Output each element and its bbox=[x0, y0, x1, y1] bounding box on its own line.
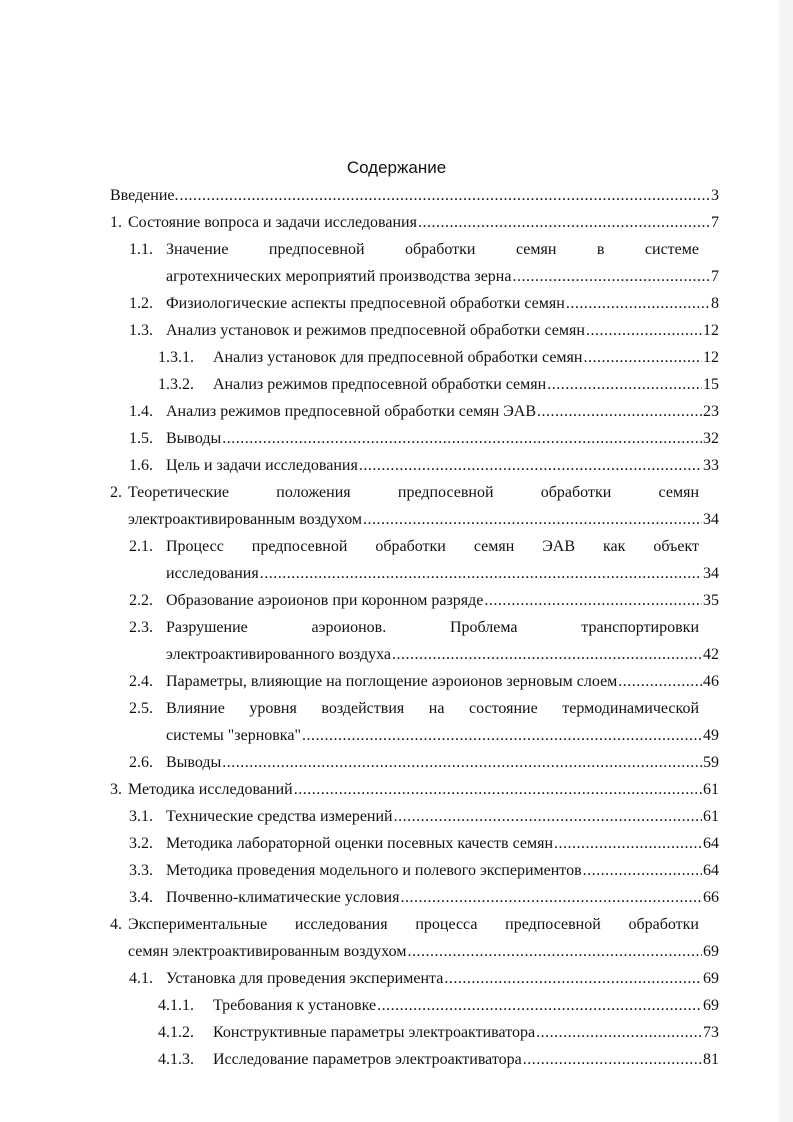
toc-leader-dots bbox=[554, 834, 702, 854]
toc-page-number: 61 bbox=[703, 781, 719, 798]
toc-leader-dots bbox=[407, 942, 702, 962]
toc-entry-text: Цель и задачи исследования bbox=[166, 457, 358, 474]
toc-page-number: 81 bbox=[703, 1051, 719, 1068]
toc-leader-dots bbox=[222, 429, 702, 449]
toc-entry-number: 4.1. bbox=[129, 970, 153, 987]
toc-leader-dots bbox=[537, 402, 702, 422]
toc-leader-dots bbox=[618, 672, 702, 692]
toc-entry-text: Исследование параметров электроактиватора bbox=[213, 1051, 522, 1068]
page-title: Содержание bbox=[346, 158, 447, 177]
toc-page-number: 3 bbox=[711, 187, 719, 204]
toc-entry-text: Образование аэроионов при коронном разряде bbox=[166, 592, 484, 609]
toc-leader-dots bbox=[359, 456, 702, 476]
toc-entry-1-3-1 bbox=[158, 348, 719, 368]
toc-page-number: 35 bbox=[703, 592, 719, 609]
toc-entry-text: агротехнических мероприятий производства зерна bbox=[166, 268, 512, 285]
toc-entry-number: 2.5. bbox=[129, 700, 153, 717]
toc-entry-2-4 bbox=[129, 672, 719, 692]
toc-leader-dots bbox=[484, 591, 702, 611]
toc-entry-text: исследования bbox=[166, 565, 259, 582]
toc-entry-number: 1.6. bbox=[129, 457, 153, 474]
toc-entry-text: электроактивированного воздуха bbox=[166, 646, 391, 663]
toc-entry-4-1-1 bbox=[158, 996, 719, 1016]
toc-entry-number: 2.1. bbox=[129, 538, 153, 555]
toc-entry-3 bbox=[110, 780, 719, 800]
toc-entry-number: 3.4. bbox=[129, 889, 153, 906]
toc-entry-2-1-line2 bbox=[166, 564, 719, 584]
toc-entry-4-line2 bbox=[128, 942, 719, 962]
toc-page-number: 69 bbox=[703, 970, 719, 987]
toc-page-number: 12 bbox=[703, 349, 719, 366]
toc-page-number: 34 bbox=[703, 565, 719, 582]
toc-leader-dots bbox=[566, 294, 710, 314]
toc-leader-dots bbox=[400, 888, 702, 908]
toc-page-number: 66 bbox=[703, 889, 719, 906]
toc-leader-dots bbox=[392, 645, 702, 665]
toc-entry-4-line1 bbox=[110, 915, 699, 935]
toc-leader-dots bbox=[377, 996, 702, 1016]
toc-entry-text: Методика лабораторной оценки посевных качеств семян bbox=[166, 835, 554, 852]
toc-entry-text: Технические средства измерений bbox=[166, 808, 393, 825]
toc-entry-4-1 bbox=[129, 969, 719, 989]
toc-entry-number: 1.3.2. bbox=[158, 376, 194, 393]
toc-entry-number: 1.1. bbox=[129, 241, 153, 258]
toc-entry-2-3-line1 bbox=[129, 618, 699, 638]
toc-entry-text: Влияние уровня воздействия на состояние термодинамической bbox=[166, 700, 699, 717]
toc-page-number: 49 bbox=[703, 727, 719, 744]
toc-entry-text: Значение предпосевной обработки семян в системе bbox=[166, 241, 699, 258]
toc-entry-number: 4. bbox=[110, 916, 122, 933]
toc-page-number: 15 bbox=[703, 376, 719, 393]
toc-entry-text: Анализ установок для предпосевной обработки семян bbox=[213, 349, 583, 366]
toc-entry-number: 1.5. bbox=[129, 430, 153, 447]
toc-page-number: 33 bbox=[703, 457, 719, 474]
toc-entry-text: Методика проведения модельного и полевого экспериментов bbox=[166, 862, 582, 879]
toc-page-number: 59 bbox=[703, 754, 719, 771]
toc-entry-number: 4.1.1. bbox=[158, 997, 194, 1014]
toc-entry-1-3-2 bbox=[158, 375, 719, 395]
toc-leader-dots bbox=[418, 213, 710, 233]
toc-entry-3-3 bbox=[129, 861, 719, 881]
toc-entry-number: 3.1. bbox=[129, 808, 153, 825]
toc-page-number: 34 bbox=[703, 511, 719, 528]
toc-entry-1-6 bbox=[129, 456, 719, 476]
toc-page-number: 12 bbox=[703, 322, 719, 339]
toc-entry-text: Установка для проведения эксперимента bbox=[166, 970, 444, 987]
toc-page-number: 46 bbox=[703, 673, 719, 690]
toc-leader-dots bbox=[586, 321, 702, 341]
toc-entry-number: 1.2. bbox=[129, 295, 153, 312]
toc-entry-4-1-2 bbox=[158, 1023, 719, 1043]
toc-entry-intro bbox=[110, 186, 719, 206]
toc-leader-dots bbox=[444, 969, 702, 989]
toc-leader-dots bbox=[294, 780, 702, 800]
toc-page-number: 61 bbox=[703, 808, 719, 825]
toc-page-number: 8 bbox=[711, 295, 719, 312]
toc-entry-number: 1.3. bbox=[129, 322, 153, 339]
toc-page-number: 64 bbox=[703, 862, 719, 879]
toc-entry-number: 2.3. bbox=[129, 619, 153, 636]
toc-entry-3-2 bbox=[129, 834, 719, 854]
toc-entry-2-5-line2 bbox=[166, 726, 719, 746]
toc-entry-text: Выводы bbox=[166, 754, 222, 771]
toc-entry-number: 1.3.1. bbox=[158, 349, 194, 366]
toc-entry-number: 2. bbox=[110, 484, 122, 501]
toc-entry-text: Конструктивные параметры электроактиватора bbox=[213, 1024, 536, 1041]
toc-entry-text: Анализ режимов предпосевной обработки семян ЭАВ bbox=[166, 403, 536, 420]
toc-leader-dots bbox=[222, 753, 702, 773]
toc-entry-1 bbox=[110, 213, 719, 233]
toc-entry-number: 2.4. bbox=[129, 673, 153, 690]
toc-entry-text: Методика исследований bbox=[128, 781, 293, 798]
toc-entry-number: 2.6. bbox=[129, 754, 153, 771]
toc-entry-2-3-line2 bbox=[166, 645, 719, 665]
toc-page-number: 32 bbox=[703, 430, 719, 447]
toc-entry-text: Введение. bbox=[110, 187, 179, 204]
toc-leader-dots bbox=[302, 726, 702, 746]
toc-entry-text: Разрушение аэроионов. Проблема транспортировки bbox=[166, 619, 699, 636]
toc-page-number: 23 bbox=[703, 403, 719, 420]
toc-leader-dots bbox=[512, 267, 710, 287]
toc-entry-number: 3.2. bbox=[129, 835, 153, 852]
toc-entry-2-6 bbox=[129, 753, 719, 773]
toc-entry-number: 3.3. bbox=[129, 862, 153, 879]
toc-entry-text: семян электроактивированным воздухом bbox=[128, 943, 407, 960]
toc-leader-dots bbox=[363, 510, 702, 530]
toc-entry-text: Анализ установок и режимов предпосевной обработки семян bbox=[166, 322, 585, 339]
toc-entry-text: Параметры, влияющие на поглощение аэроионов зерновым слоем bbox=[166, 673, 618, 690]
toc-leader-dots bbox=[180, 186, 711, 206]
toc-page-number: 42 bbox=[703, 646, 719, 663]
toc-entry-1-1-line2 bbox=[166, 267, 719, 287]
toc-leader-dots bbox=[394, 807, 702, 827]
toc-entry-text: Почвенно-климатические условия bbox=[166, 889, 400, 906]
toc-leader-dots bbox=[536, 1023, 702, 1043]
toc-entry-1-3 bbox=[129, 321, 719, 341]
toc-entry-number: 4.1.3. bbox=[158, 1051, 194, 1068]
toc-entry-number: 3. bbox=[110, 781, 122, 798]
toc-entry-3-4 bbox=[129, 888, 719, 908]
toc-entry-1-2 bbox=[129, 294, 719, 314]
toc-entry-1-4 bbox=[129, 402, 719, 422]
toc-entry-2-2 bbox=[129, 591, 719, 611]
toc-page-number: 7 bbox=[711, 268, 719, 285]
toc-entry-text: системы "зерновка" bbox=[166, 727, 301, 744]
toc-entry-text: Требования к установке bbox=[213, 997, 377, 1014]
toc-leader-dots bbox=[523, 1050, 702, 1070]
toc-entry-2-line1 bbox=[110, 483, 699, 503]
toc-leader-dots bbox=[583, 348, 702, 368]
toc-entry-2-5-line1 bbox=[129, 699, 699, 719]
toc-entry-number: 1. bbox=[110, 214, 122, 231]
toc-entry-text: Анализ режимов предпосевной обработки семян bbox=[213, 376, 547, 393]
toc-entry-text: Процесс предпосевной обработки семян ЭАВ как объект bbox=[166, 538, 699, 555]
toc-page-number: 73 bbox=[703, 1024, 719, 1041]
toc-entry-2-line2 bbox=[128, 510, 719, 530]
toc-entry-1-1-line1 bbox=[129, 240, 699, 260]
toc-entry-1-5 bbox=[129, 429, 719, 449]
toc-entry-text: электроактивированным воздухом bbox=[128, 511, 363, 528]
toc-leader-dots bbox=[547, 375, 702, 395]
toc-entry-text: Состояние вопроса и задачи исследования bbox=[128, 214, 417, 231]
toc-entry-text: Экспериментальные исследования процесса предпосевной обработки bbox=[128, 916, 699, 933]
toc-page-number: 64 bbox=[703, 835, 719, 852]
toc-entry-text: Физиологические аспекты предпосевной обработки семян bbox=[166, 295, 565, 312]
toc-entry-number: 2.2. bbox=[129, 592, 153, 609]
toc-entry-3-1 bbox=[129, 807, 719, 827]
toc-entry-number: 4.1.2. bbox=[158, 1024, 194, 1041]
toc-leader-dots bbox=[583, 861, 702, 881]
toc-entry-text: Выводы bbox=[166, 430, 222, 447]
toc-entry-2-1-line1 bbox=[129, 537, 699, 557]
toc-entry-text: Теоретические положения предпосевной обработки семян bbox=[128, 484, 699, 501]
toc-page-number: 69 bbox=[703, 943, 719, 960]
toc-page-number: 69 bbox=[703, 997, 719, 1014]
toc-entry-number: 1.4. bbox=[129, 403, 153, 420]
toc-page-number: 7 bbox=[711, 214, 719, 231]
toc-entry-4-1-3 bbox=[158, 1050, 719, 1070]
toc-leader-dots bbox=[260, 564, 702, 584]
